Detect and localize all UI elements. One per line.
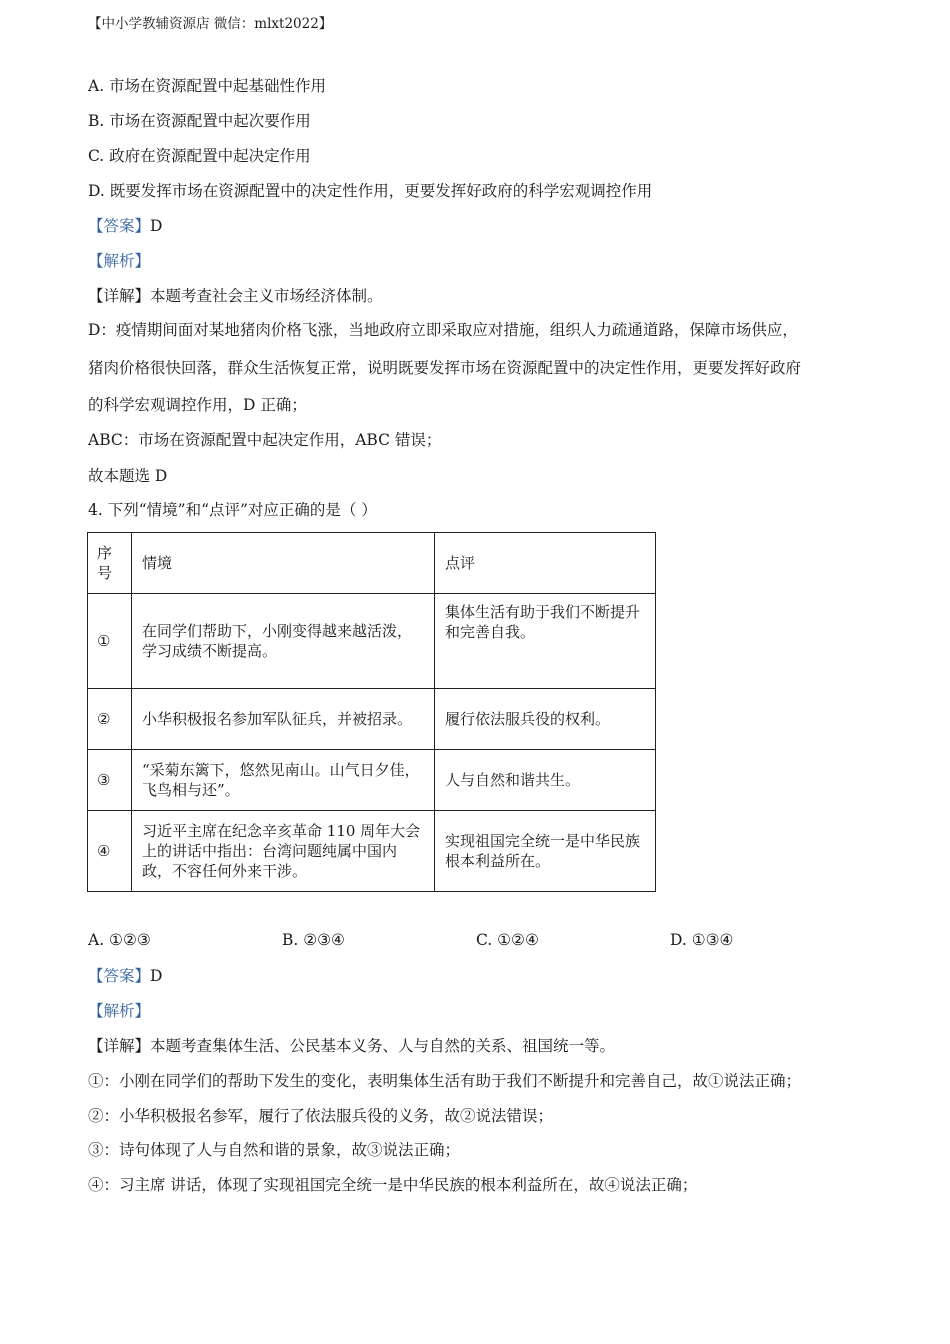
q3-option-a: A. 市场在资源配置中起基础性作用: [88, 77, 327, 95]
row-comment: 集体生活有助于我们不断提升和完善自我。: [435, 594, 656, 689]
row-situation: “采菊东篱下，悠然见南山。山气日夕佳，飞鸟相与还”。: [132, 750, 435, 811]
detail-text: 本题考查集体生活、公民基本义务、人与自然的关系、祖国统一等。: [150, 1037, 616, 1055]
answer-value: D: [150, 967, 163, 985]
page-header: 【中小学教辅资源店 微信：mlxt2022】: [88, 16, 333, 32]
row-number: ①: [88, 594, 132, 689]
row-comment: 人与自然和谐共生。: [435, 750, 656, 811]
table-row: [88, 750, 656, 811]
q4-option-a: A. ①②③: [88, 931, 151, 949]
q3-option-b: B. 市场在资源配置中起次要作用: [88, 112, 311, 130]
answer-tag: 【答案】: [88, 217, 151, 235]
q4-option-c: C. ①②④: [476, 931, 539, 949]
q4-explain-line: ①：小刚在同学们的帮助下发生的变化，表明集体生活有助于我们不断提升和完善自己，故①说法正确；: [88, 1072, 802, 1090]
q3-conclusion: 故本题选 D: [88, 467, 168, 485]
detail-text: 本题考查社会主义市场经济体制。: [150, 287, 383, 305]
q4-explain-line: ③：诗句体现了人与自然和谐的景象，故③说法正确；: [88, 1141, 461, 1159]
answer-tag: 【答案】: [88, 967, 151, 985]
detail-tag: 【详解】: [88, 287, 151, 305]
q3-analysis-tag: 【解析】: [88, 252, 151, 270]
q4-answer: [88, 966, 162, 986]
row-situation: 在同学们帮助下，小刚变得越来越活泼，学习成绩不断提高。: [132, 594, 435, 689]
answer-value: D: [150, 217, 163, 235]
row-comment: 履行依法服兵役的权利。: [435, 689, 656, 750]
row-situation: 习近平主席在纪念辛亥革命 110 周年大会上的讲话中指出：台湾问题纯属中国内政，不容任何外来干涉。: [132, 811, 435, 892]
q4-analysis-tag: 【解析】: [88, 1002, 151, 1020]
header-comment: 点评: [435, 533, 656, 594]
header-situation: 情境: [132, 533, 435, 594]
q4-option-b: B. ②③④: [282, 931, 345, 949]
q3-detail: [88, 286, 383, 306]
row-situation: 小华积极报名参加军队征兵，并被招录。: [132, 689, 435, 750]
header-number: 序号: [88, 533, 132, 594]
q3-answer: [88, 216, 162, 236]
q3-explain-line: D：疫情期间面对某地猪肉价格飞涨，当地政府立即采取应对措施，组织人力疏通道路，保障市场供应，: [88, 321, 798, 339]
table-row: [88, 689, 656, 750]
row-number: ③: [88, 750, 132, 811]
table-row: [88, 594, 656, 689]
q3-explain-line: ABC：市场在资源配置中起决定作用，ABC 错误；: [88, 431, 442, 449]
q4-detail: [88, 1036, 615, 1056]
table-row: [88, 811, 656, 892]
q3-explain-line: 的科学宏观调控作用，D 正确；: [88, 396, 307, 414]
q4-explain-line: ④：习主席 讲话，体现了实现祖国完全统一是中华民族的根本利益所在，故④说法正确；: [88, 1176, 698, 1194]
q3-explain-line: 猪肉价格很快回落，群众生活恢复正常，说明既要发挥市场在资源配置中的决定性作用，更要发挥好政府: [88, 359, 802, 377]
row-number: ④: [88, 811, 132, 892]
row-number: ②: [88, 689, 132, 750]
q4-table: [87, 532, 656, 892]
q3-option-d: D. 既要发挥市场在资源配置中的决定性作用，更要发挥好政府的科学宏观调控作用: [88, 182, 653, 200]
q4-option-d: D. ①③④: [670, 931, 734, 949]
q4-explain-line: ②：小华积极报名参军，履行了依法服兵役的义务，故②说法错误；: [88, 1107, 554, 1125]
q3-option-c: C. 政府在资源配置中起决定作用: [88, 147, 311, 165]
q4-stem: 4. 下列“情境”和“点评”对应正确的是（ ）: [88, 501, 377, 519]
row-comment: 实现祖国完全统一是中华民族根本利益所在。: [435, 811, 656, 892]
table-header-row: [88, 533, 656, 594]
detail-tag: 【详解】: [88, 1037, 151, 1055]
